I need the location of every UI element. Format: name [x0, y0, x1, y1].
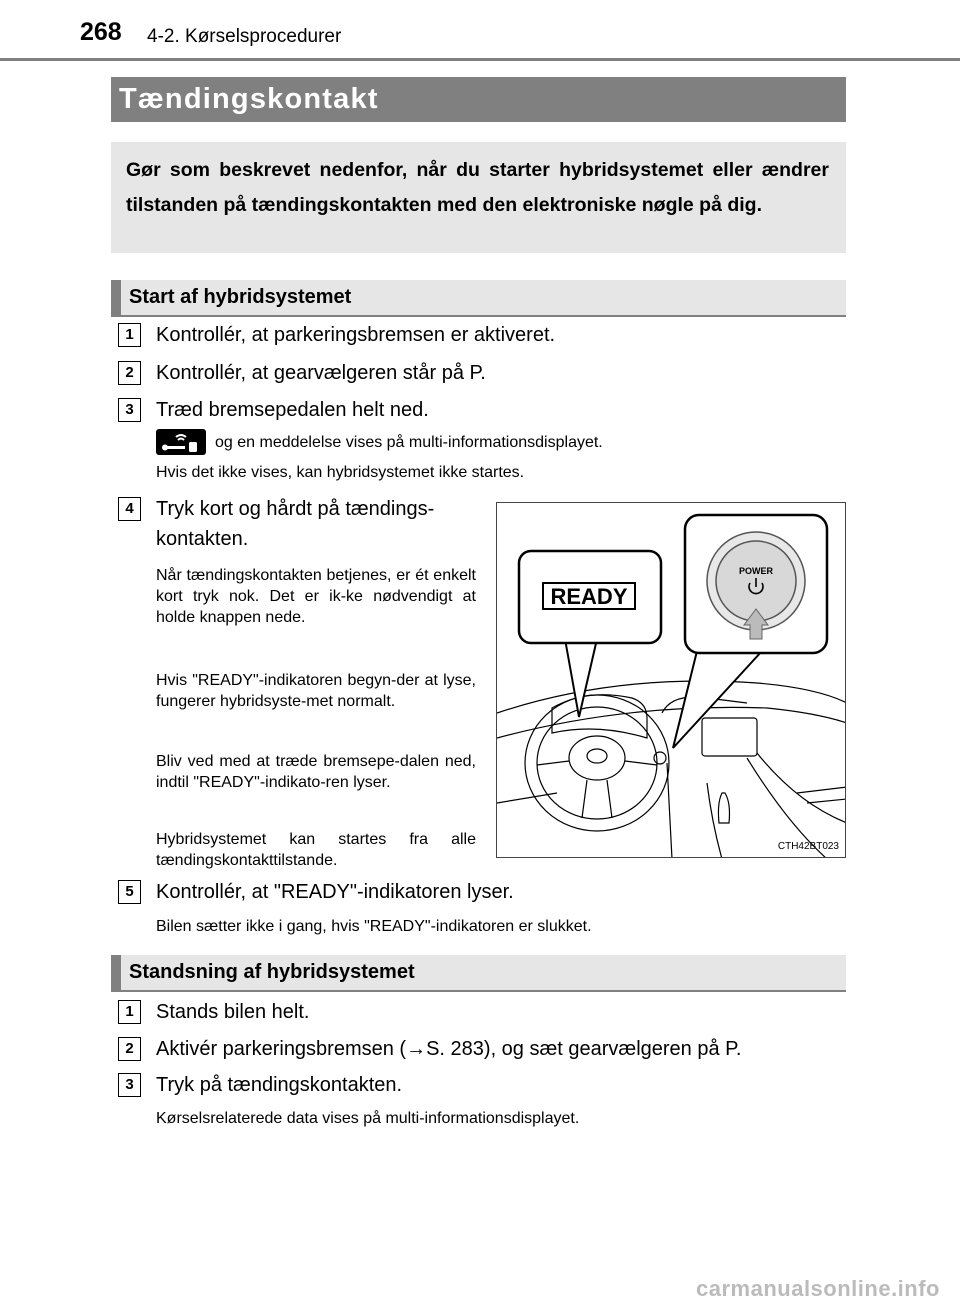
dashboard-illustration [496, 502, 846, 858]
step-badge: 2 [118, 361, 141, 385]
step-text: Kontrollér, at parkeringsbremsen er aktiveret. [156, 324, 556, 346]
stop-step3-note: Kørselsrelaterede data vises på multi-informationsdisplayet. [156, 1110, 580, 1127]
intro-box [111, 142, 846, 253]
title-bar [111, 77, 846, 122]
step-text: Tryk på tændingskontakten. [156, 1074, 403, 1096]
smart-key-indicator-icon [156, 429, 206, 455]
step-text: Stands bilen helt. [156, 1001, 310, 1023]
step-text: Træd bremsepedalen helt ned. [156, 399, 429, 421]
step-text: Kontrollér, at "READY"-indikatoren lyser. [156, 881, 514, 903]
figure-code: CTH42BT023 [777, 841, 839, 852]
step3-note: Hvis det ikke vises, kan hybridsystemet ikke startes. [156, 464, 525, 481]
page-title: Tændingskontakt [119, 83, 379, 115]
ready-indicator-label: READY [550, 584, 628, 609]
step-badge: 3 [118, 398, 141, 422]
step4-note: Når tændingskontakten betjenes, er ét enkelt kort tryk nok. Det er ik-ke nødvendigt at holde knappen nede. [156, 567, 476, 626]
start-heading [111, 280, 846, 317]
step-text: Kontrollér, at gearvælgeren står på P. [156, 362, 486, 384]
step3-note: og en meddelelse vises på multi-informationsdisplayet. [215, 434, 603, 451]
step-badge: 4 [118, 497, 141, 521]
power-button-label: POWER [738, 566, 774, 576]
step-text: Tryk kort og hårdt på tændings- [156, 498, 435, 520]
intro-text: Gør som beskrevet nedenfor, når du starter hybridsystemet eller ændrer tilstanden på tændingskontakten med den elektroniske nøgle på dig. [126, 159, 829, 216]
step5-note: Bilen sætter ikke i gang, hvis "READY"-indikatoren er slukket. [156, 918, 592, 935]
step-badge: 3 [118, 1073, 141, 1097]
step-badge: 2 [118, 1037, 141, 1061]
stop-heading-label: Standsning af hybridsystemet [129, 961, 415, 983]
start-heading-label: Start af hybridsystemet [129, 286, 352, 308]
page-number: 268 [80, 18, 122, 46]
step4-note: Hybridsystemet kan startes fra alle tændingskontakttilstande. [156, 831, 476, 869]
step4-note: Hvis "READY"-indikatoren begyn-der at lyse, fungerer hybridsyste-met normalt. [156, 672, 476, 710]
step4-note: Bliv ved med at træde bremsepe-dalen ned, indtil "READY"-indikato-ren lyser. [156, 753, 476, 791]
step-badge: 1 [118, 1000, 141, 1024]
header-rule [0, 58, 960, 61]
step-text: kontakten. [156, 528, 249, 550]
section-title: 4-2. Kørselsprocedurer [147, 26, 342, 47]
watermark: carmanualsonline.info [696, 1276, 940, 1301]
step-text: Aktivér parkeringsbremsen (→S. 283), og sæt gearvælgeren på P. [156, 1038, 742, 1060]
step-badge: 5 [118, 880, 141, 904]
stop-heading [111, 955, 846, 992]
step-badge: 1 [118, 323, 141, 347]
dashboard-drawing [497, 503, 846, 858]
